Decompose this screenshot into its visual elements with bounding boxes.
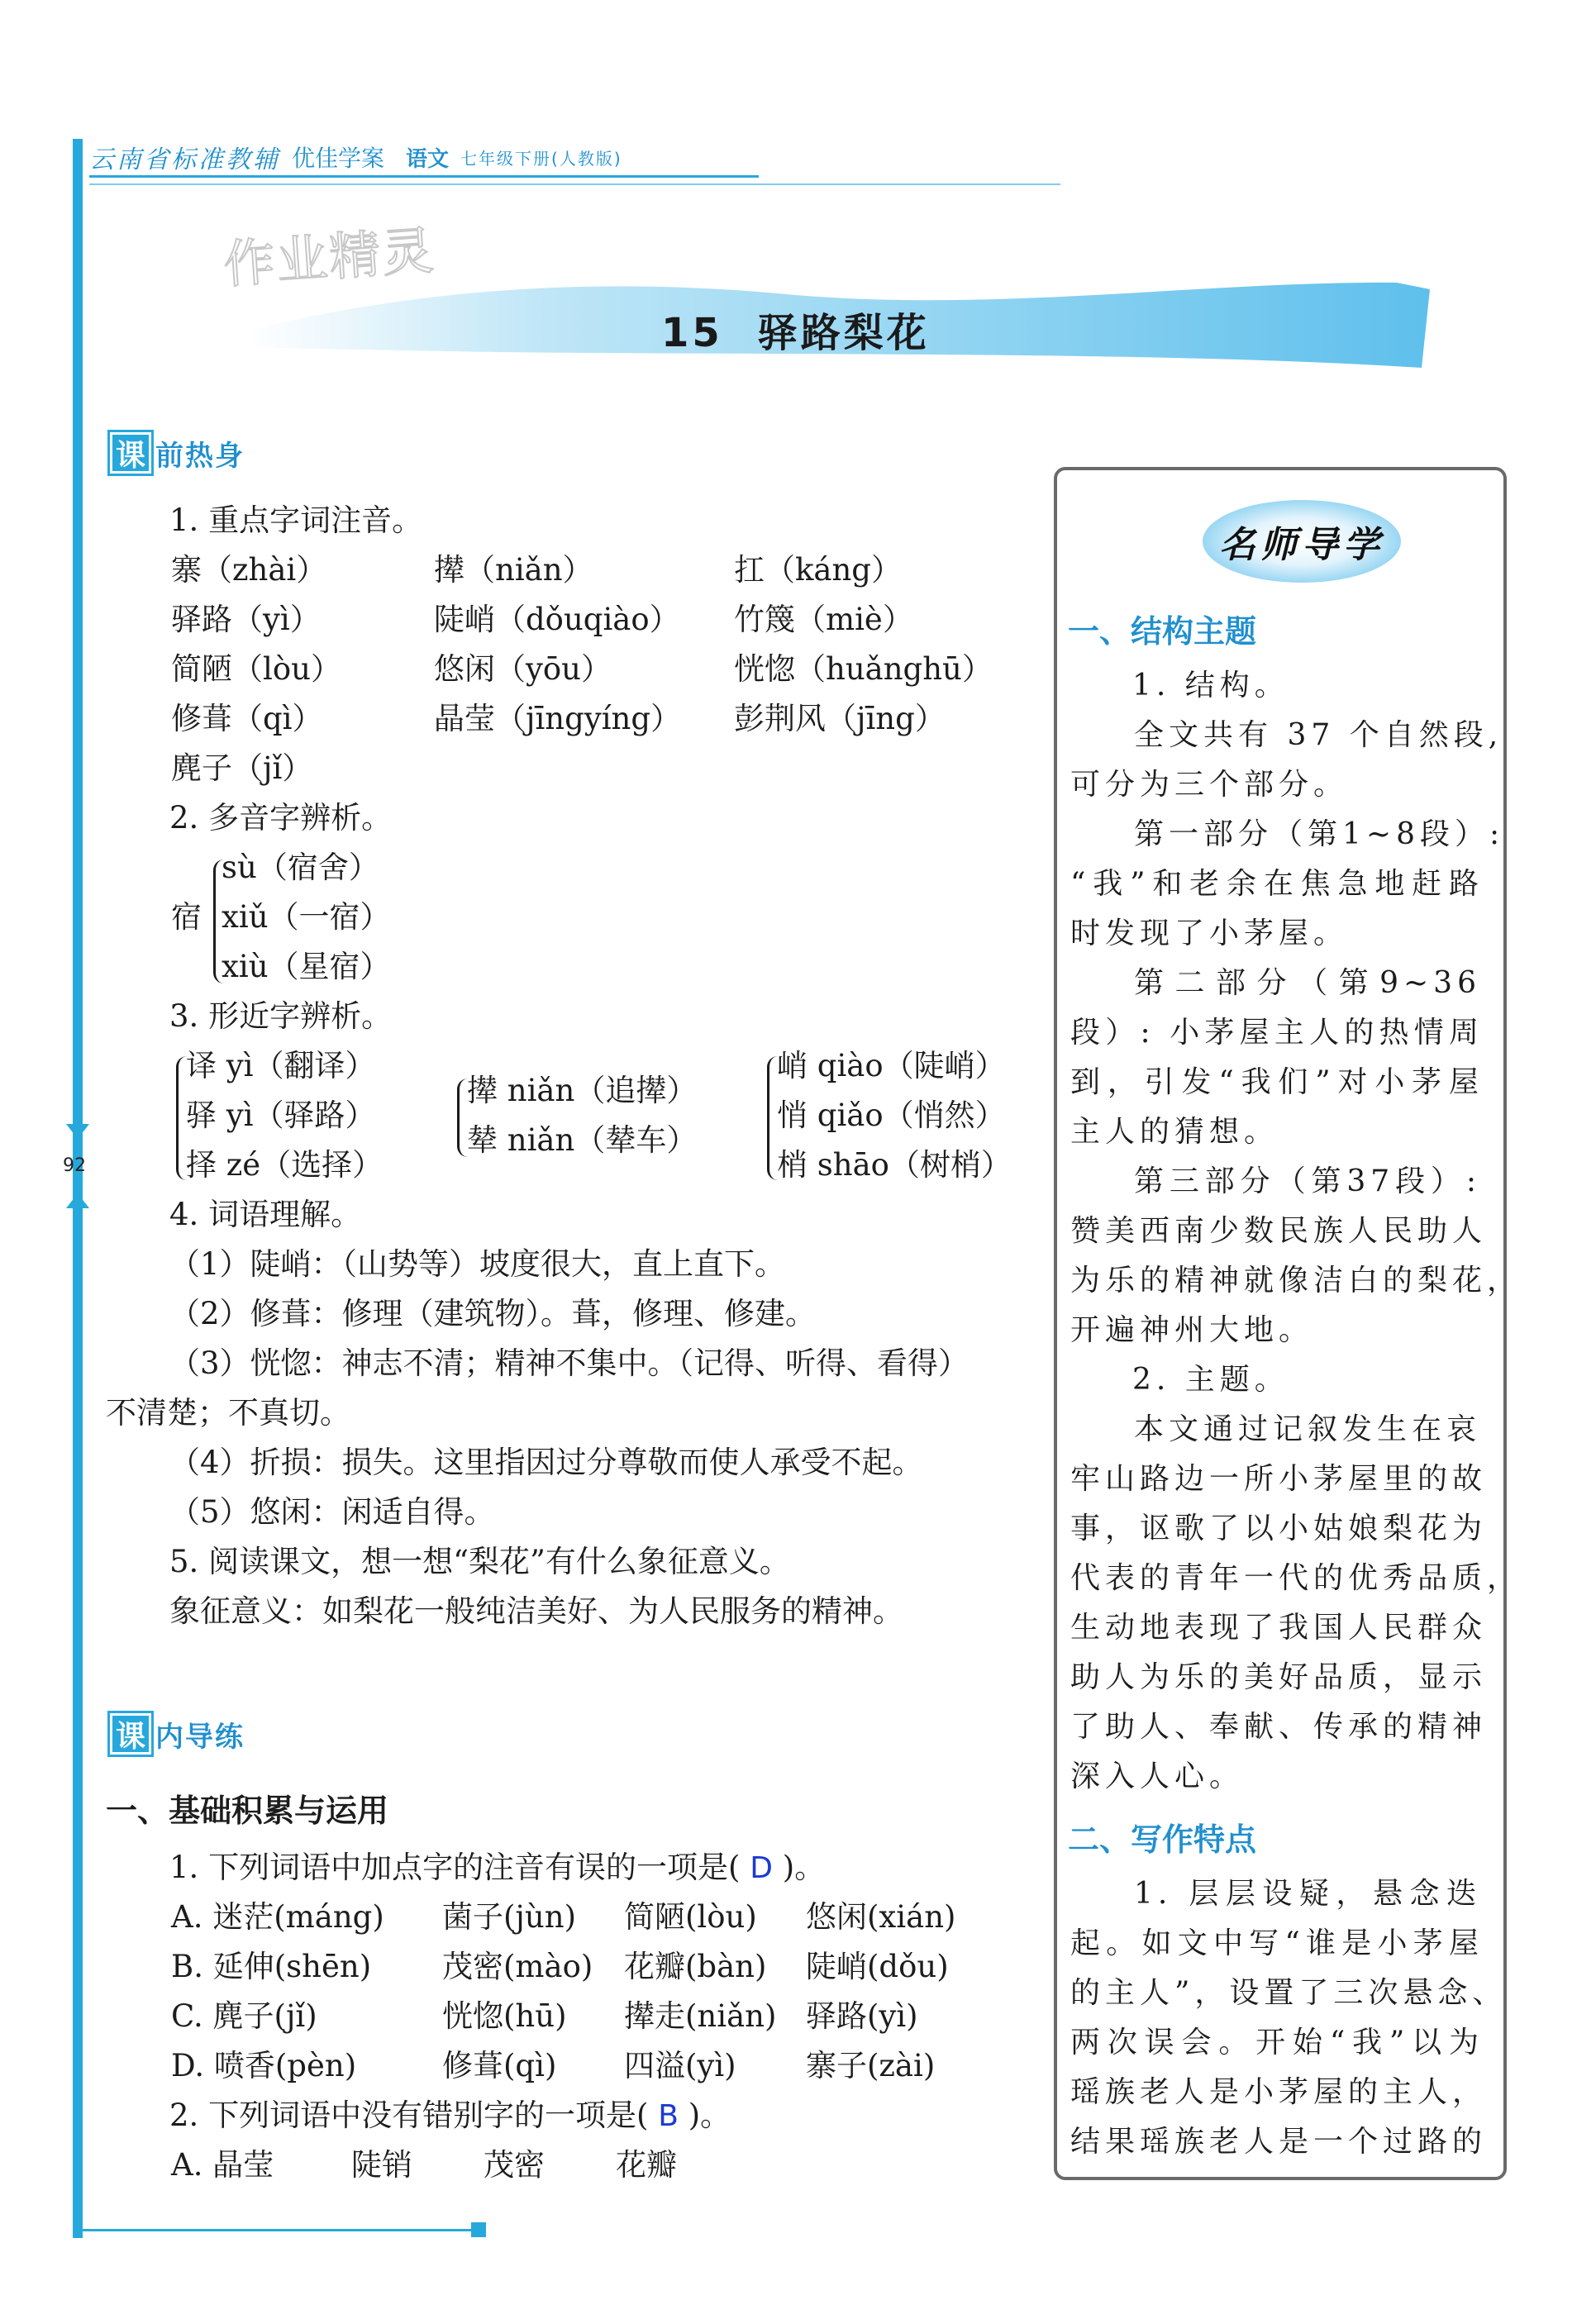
sidebar-line: 第三部分（第37段）: xyxy=(1134,1164,1481,1198)
option-cell: 花瓣(bàn) xyxy=(624,1949,767,1984)
option-cell: B. 延伸(shēn) xyxy=(171,1949,372,1984)
page-number-marker-top xyxy=(66,1124,89,1139)
answer-mark: B xyxy=(658,2099,679,2133)
sidebar-line: 2. 主题。 xyxy=(1132,1363,1289,1397)
pinyin-cell: 扛（káng） xyxy=(734,552,902,588)
teacher-guide-badge xyxy=(1203,500,1401,583)
sidebar-line: 瑶族老人是小茅屋的主人， xyxy=(1070,2075,1488,2109)
polyphone-item: sù（宿舍） xyxy=(222,850,379,885)
option-cell: D. 喷香(pèn) xyxy=(171,2048,357,2083)
section-title: 内导练 xyxy=(155,1720,245,1754)
sidebar-line: 起。如文中写“谁是小茅屋 xyxy=(1070,1926,1484,1960)
similar-item: 译 yì（翻译） xyxy=(186,1048,376,1083)
term-line: （5）悠闲：闲适自得。 xyxy=(169,1494,495,1530)
lesson-number: 15 xyxy=(661,310,723,356)
left-margin-rail xyxy=(73,139,83,2238)
option-cell: 陡峭(dǒu) xyxy=(806,1949,949,1984)
sidebar-line: 全文共有 37 个自然段, xyxy=(1134,718,1503,752)
sidebar-line: 1. 层层设疑，悬念迭 xyxy=(1134,1877,1481,1911)
section-icon: 课 xyxy=(107,430,154,476)
option-cell: 四溢(yì) xyxy=(624,2048,736,2083)
sidebar-line: 助人为乐的美好品质，显示 xyxy=(1070,1660,1488,1694)
header-rule-thin xyxy=(89,183,1060,185)
sidebar-line: “我”和老余在焦急地赶路 xyxy=(1070,867,1484,901)
sidebar-heading: 一、结构主题 xyxy=(1068,613,1257,650)
q2-title: 2. 多音字辨析。 xyxy=(169,800,393,836)
question-1 xyxy=(169,1843,825,1893)
q3-title: 3. 形近字辨析。 xyxy=(169,998,393,1034)
sidebar-line: 时发现了小茅屋。 xyxy=(1070,917,1349,950)
practice-subsection-title: 一、基础积累与运用 xyxy=(106,1793,389,1829)
running-header xyxy=(89,139,622,175)
sidebar-line: 了助人、奉献、传承的精神 xyxy=(1070,1710,1488,1744)
question-stem-end: )。 xyxy=(782,1850,826,1885)
q4-title: 4. 词语理解。 xyxy=(169,1197,362,1232)
sidebar-line: 到，引发“我们”对小茅屋 xyxy=(1070,1065,1484,1099)
footer-rule xyxy=(83,2229,479,2231)
option-cell: C. 麂子(jǐ) xyxy=(171,1998,317,2034)
question-stem: 1. 下列词语中加点字的注音有误的一项是( xyxy=(169,1850,741,1885)
section-head-warmup xyxy=(107,430,245,476)
option-cell: 恍惚(hū) xyxy=(442,1998,567,2034)
option-cell: 撵走(niǎn) xyxy=(624,1998,777,2034)
lesson-name: 驿路梨花 xyxy=(757,310,930,356)
sidebar-line: 两次误会。开始“我”以为 xyxy=(1070,2026,1484,2059)
badge-label: 名师导学 xyxy=(1219,524,1384,566)
sidebar-line: 开遍神州大地。 xyxy=(1070,1313,1314,1347)
similar-item: 悄 qiǎo（悄然） xyxy=(777,1098,1006,1133)
pinyin-cell: 竹篾（miè） xyxy=(734,602,913,637)
q5-title: 5. 阅读课文，想一想“梨花”有什么象征意义。 xyxy=(169,1544,790,1579)
pinyin-cell: 彭荆风（jīng） xyxy=(734,701,946,736)
option-cell: 茂密 xyxy=(484,2147,545,2183)
page-number: 92 xyxy=(63,1155,86,1176)
option-cell: 简陋(lòu) xyxy=(624,1899,757,1935)
pinyin-cell: 麂子（jǐ） xyxy=(171,750,313,786)
sidebar-line: 段）: 小茅屋主人的热情周 xyxy=(1070,1016,1484,1050)
sidebar-line: 可分为三个部分。 xyxy=(1070,768,1349,802)
term-line: （1）陡峭：（山势等）坡度很大，直上直下。 xyxy=(169,1246,786,1282)
term-line: （4）折损：损失。这里指因过分尊敬而使人承受不起。 xyxy=(169,1445,923,1480)
section-head-practice xyxy=(107,1711,245,1757)
page-number-marker-bottom xyxy=(66,1193,89,1208)
option-cell: 茂密(mào) xyxy=(442,1949,593,1984)
sidebar-line: 事，讴歌了以小姑娘梨花为 xyxy=(1070,1512,1488,1545)
polyphone-item: xiǔ（一宿） xyxy=(222,899,391,935)
sidebar-line: 代表的青年一代的优秀品质， xyxy=(1070,1561,1522,1595)
sidebar-line: 本文通过记叙发生在哀 xyxy=(1134,1412,1482,1446)
sidebar-line: 主人的猜想。 xyxy=(1070,1115,1279,1149)
option-cell: A. 晶莹 xyxy=(171,2147,274,2183)
sidebar-line: 赞美西南少数民族人民助人 xyxy=(1070,1214,1488,1248)
sidebar-heading: 二、写作特点 xyxy=(1068,1821,1257,1858)
watermark: 作业精灵 xyxy=(222,220,437,295)
pinyin-cell: 简陋（lòu） xyxy=(171,651,341,687)
lesson-title xyxy=(661,301,930,358)
header-brand: 云南省标准教辅 xyxy=(89,145,280,174)
question-2 xyxy=(169,2091,731,2141)
sidebar-line: 第二部分（第9~36 xyxy=(1134,966,1481,1000)
term-line: 不清楚；不真切。 xyxy=(106,1395,350,1431)
pinyin-cell: 悠闲（yōu） xyxy=(434,651,612,687)
pinyin-cell: 陡峭（dǒuqiào） xyxy=(434,602,680,637)
header-subject: 语文 xyxy=(406,146,450,172)
pinyin-cell: 驿路（yì） xyxy=(171,602,321,637)
answer-mark: D xyxy=(750,1851,773,1885)
similar-item: 辇 niǎn（辇车） xyxy=(467,1122,698,1158)
sidebar-line: 的主人”，设置了三次悬念、 xyxy=(1070,1976,1508,2010)
option-cell: 悠闲(xián) xyxy=(806,1899,956,1935)
sidebar-line: 深入人心。 xyxy=(1070,1759,1245,1793)
pinyin-cell: 寨（zhài） xyxy=(171,552,327,588)
term-line: （3）恍惚：神志不清；精神不集中。（记得、听得、看得） xyxy=(169,1345,970,1381)
option-cell: 花瓣 xyxy=(616,2147,677,2183)
footer-square xyxy=(471,2222,486,2237)
option-cell: 寨子(zài) xyxy=(806,2048,936,2083)
polyphone-char: 宿 xyxy=(171,899,202,935)
sidebar-line: 牢山路边一所小茅屋里的故 xyxy=(1070,1462,1488,1496)
section-title: 前热身 xyxy=(155,439,245,473)
sidebar-line: 为乐的精神就像洁白的梨花， xyxy=(1070,1264,1522,1298)
question-stem-end: )。 xyxy=(688,2098,731,2133)
sidebar-line: 生动地表现了我国人民群众 xyxy=(1070,1611,1488,1645)
pinyin-cell: 撵（niǎn） xyxy=(434,552,593,588)
pinyin-cell: 晶莹（jīngyíng） xyxy=(434,701,682,736)
option-cell: 陡销 xyxy=(351,2147,412,2183)
header-series: 优佳学案 xyxy=(292,145,385,172)
pinyin-cell: 修葺（qì） xyxy=(171,701,323,736)
header-grade: 七年级下册(人教版) xyxy=(460,148,622,169)
option-cell: A. 迷茫(máng) xyxy=(171,1899,384,1935)
sidebar-line: 结果瑶族老人是一个过路的 xyxy=(1070,2125,1488,2159)
option-cell: 驿路(yì) xyxy=(806,1998,918,2034)
section-icon: 课 xyxy=(107,1711,154,1757)
similar-item: 驿 yì（驿路） xyxy=(186,1098,376,1133)
similar-item: 择 zé（选择） xyxy=(186,1147,384,1183)
header-rule xyxy=(89,175,759,178)
polyphone-item: xiù（星宿） xyxy=(222,949,391,984)
term-line: （2）修葺：修理（建筑物）。葺，修理、修建。 xyxy=(169,1296,817,1331)
q1-title: 1. 重点字词注音。 xyxy=(169,502,423,538)
similar-item: 峭 qiào（陡峭） xyxy=(777,1048,1006,1083)
sidebar-line: 1. 结构。 xyxy=(1132,669,1289,702)
q5-answer: 象征意义：如梨花一般纯洁美好、为人民服务的精神。 xyxy=(169,1593,903,1629)
similar-item: 撵 niǎn（追撵） xyxy=(467,1073,698,1108)
option-cell: 菌子(jùn) xyxy=(442,1899,577,1935)
similar-item: 梢 shāo（树梢） xyxy=(777,1147,1012,1183)
sidebar-line: 第一部分（第1~8段）: xyxy=(1134,817,1505,851)
option-cell: 修葺(qì) xyxy=(442,2048,557,2083)
question-stem: 2. 下列词语中没有错别字的一项是( xyxy=(169,2098,649,2133)
pinyin-cell: 恍惚（huǎnghū） xyxy=(734,651,993,687)
